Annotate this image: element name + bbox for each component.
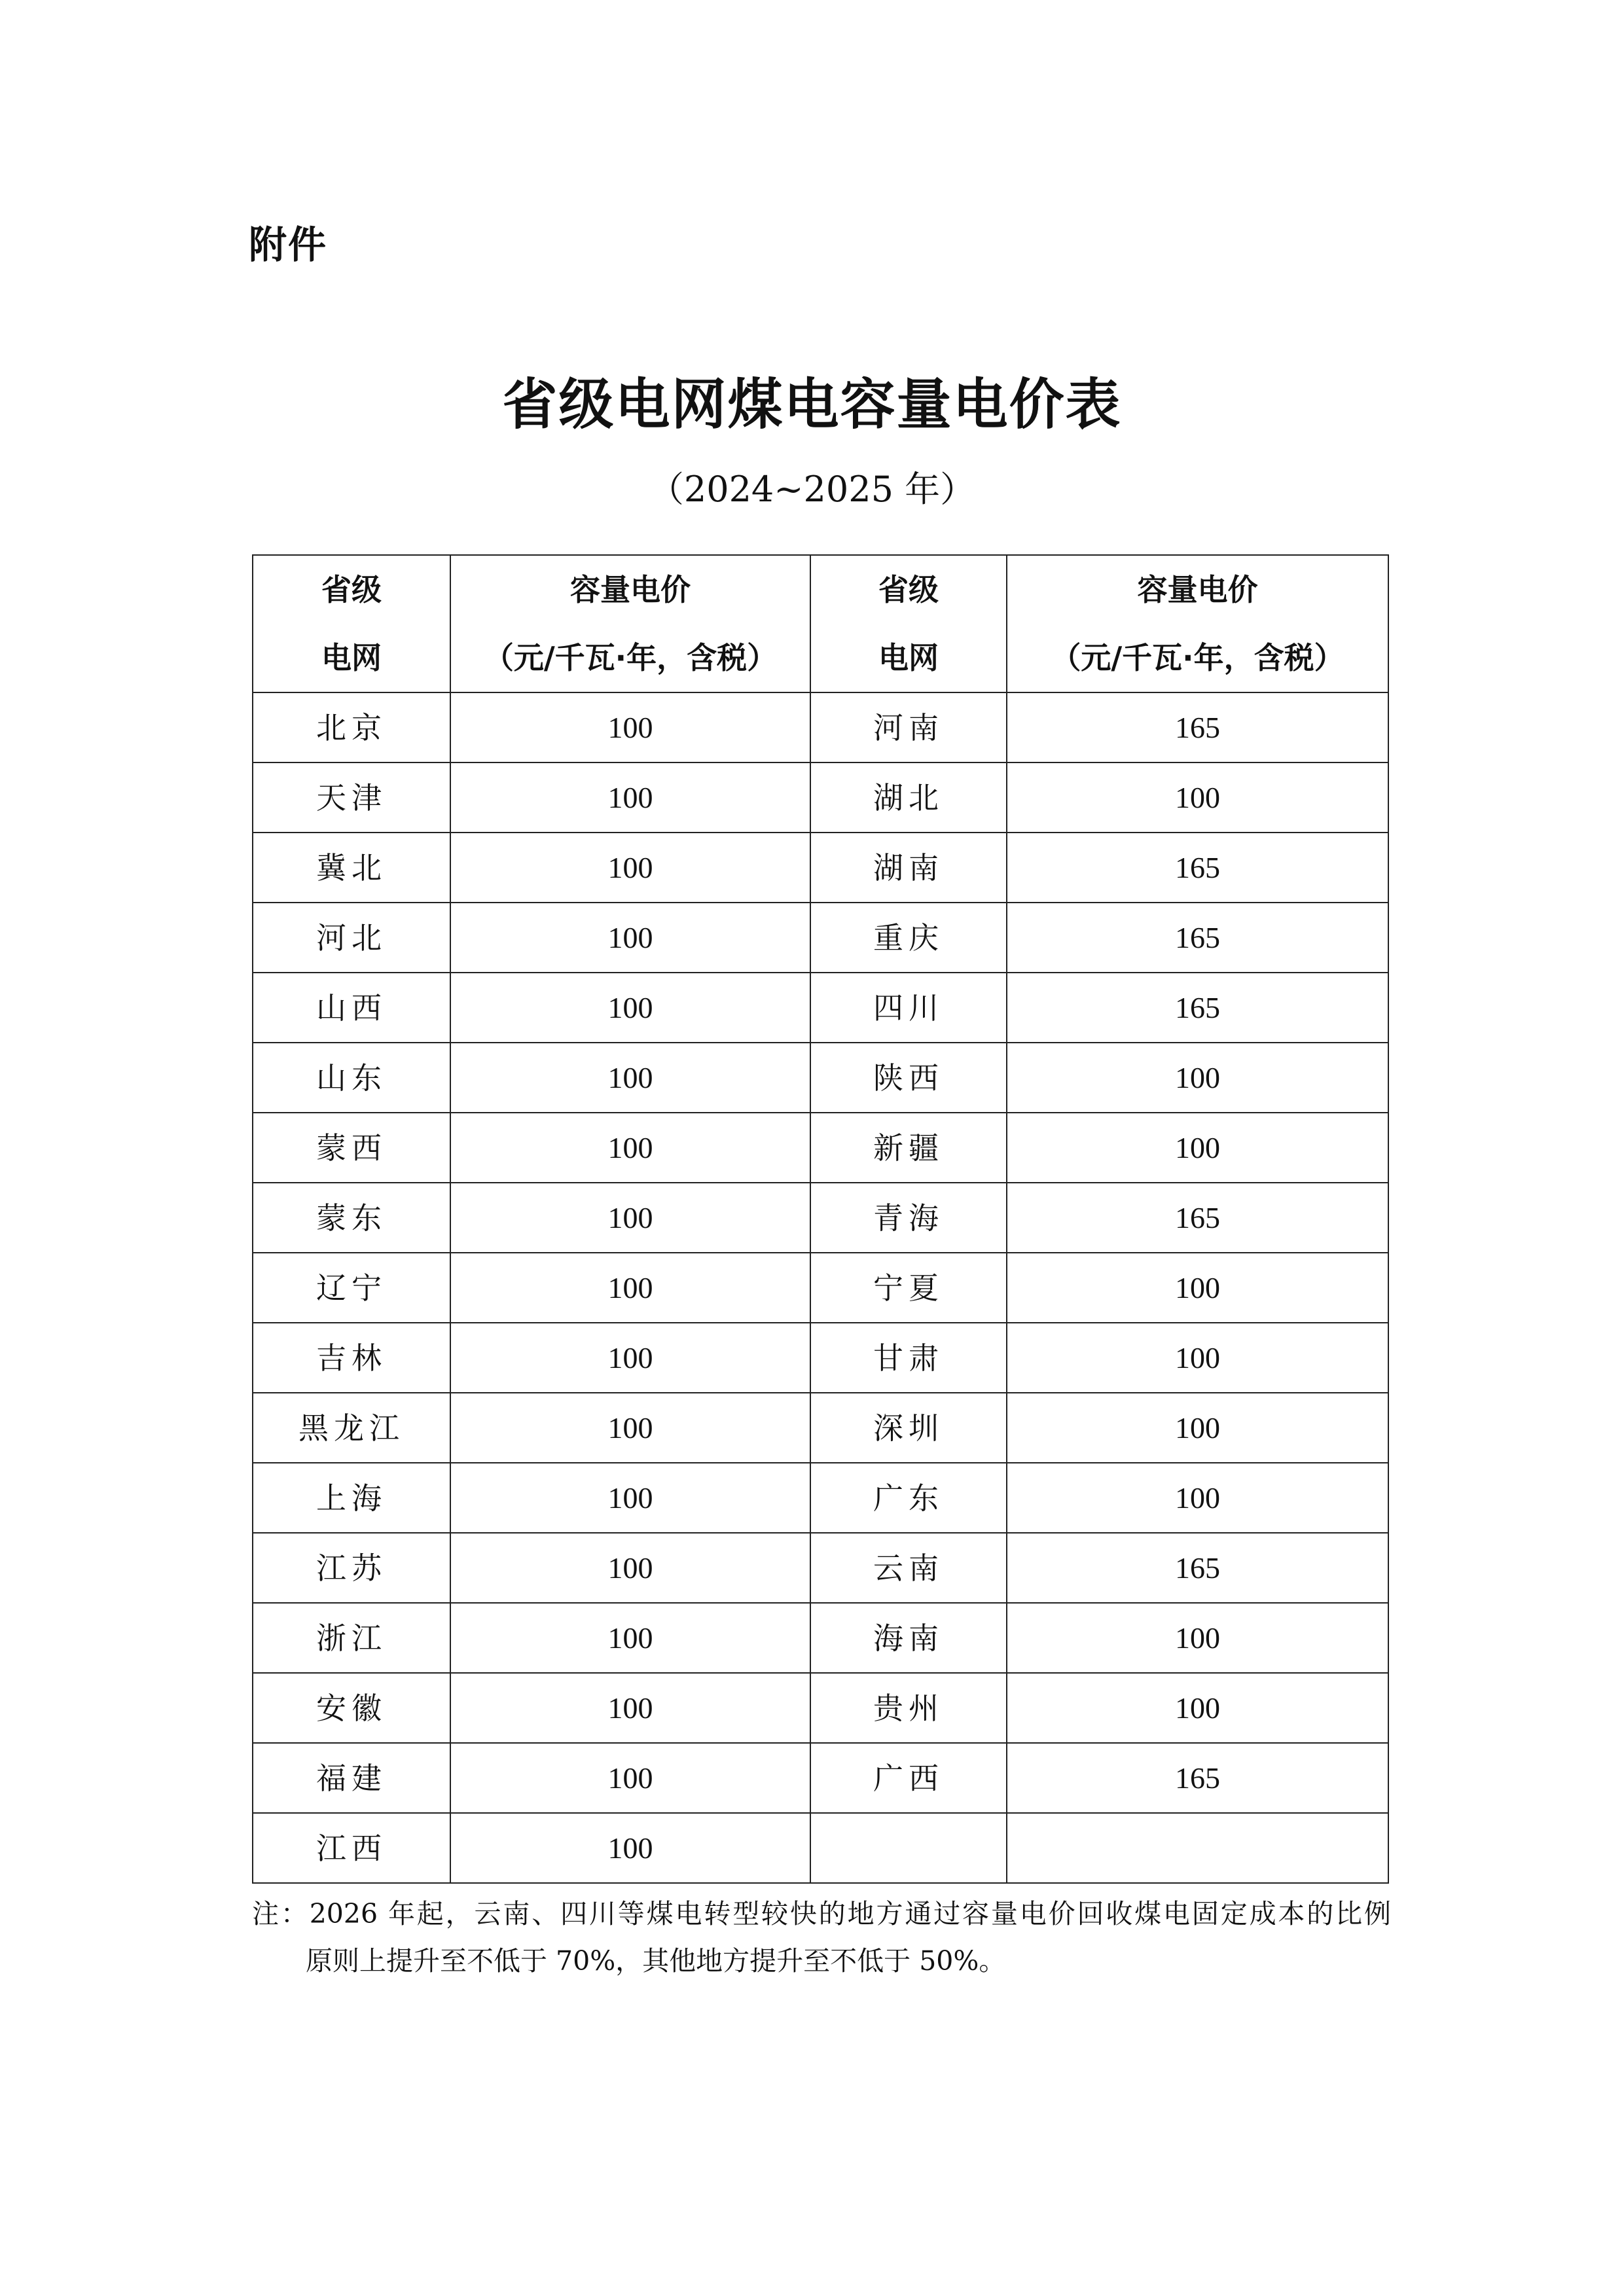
cell-left-province: 福建 (253, 1743, 450, 1813)
cell-right-province: 新疆 (810, 1113, 1007, 1183)
cell-right-province: 青海 (810, 1183, 1007, 1253)
cell-right-province: 四川 (810, 973, 1007, 1043)
cell-right-province: 贵州 (810, 1673, 1007, 1743)
cell-right-price: 165 (1007, 1743, 1388, 1813)
footnote (252, 1890, 1391, 1984)
table-row (253, 1603, 1388, 1673)
page-subtitle: （2024~2025 年） (648, 469, 976, 510)
cell-left-province: 蒙东 (253, 1183, 450, 1253)
cell-right-province: 宁夏 (810, 1253, 1007, 1323)
cell-right-province: 广西 (810, 1743, 1007, 1813)
header-price-line2: （元/千瓦·年，含税） (1051, 640, 1344, 675)
table-row (253, 833, 1388, 903)
cell-right-price: 100 (1007, 1113, 1388, 1183)
table-row (253, 1183, 1388, 1253)
cell-left-price: 100 (450, 1603, 810, 1673)
table-row (253, 1533, 1388, 1603)
footnote-line2: 原则上提升至不低于 70%，其他地方提升至不低于 50%。 (306, 1945, 1006, 1977)
header-price-left (450, 555, 810, 692)
table-row (253, 1393, 1388, 1463)
cell-right-province: 湖南 (810, 833, 1007, 903)
table-header-row (253, 555, 1388, 692)
table-row (253, 1323, 1388, 1393)
capacity-price-table (252, 554, 1389, 1884)
table-row (253, 973, 1388, 1043)
cell-right-price: 165 (1007, 903, 1388, 973)
table-row (253, 692, 1388, 762)
cell-left-price: 100 (450, 1253, 810, 1323)
cell-right-province: 陕西 (810, 1043, 1007, 1113)
cell-left-province: 蒙西 (253, 1113, 450, 1183)
cell-left-province: 天津 (253, 762, 450, 833)
header-price-right (1007, 555, 1388, 692)
cell-left-price: 100 (450, 973, 810, 1043)
cell-left-province: 辽宁 (253, 1253, 450, 1323)
cell-left-price: 100 (450, 1743, 810, 1813)
table-row (253, 1113, 1388, 1183)
cell-right-price: 100 (1007, 762, 1388, 833)
cell-right-province: 河南 (810, 692, 1007, 762)
header-province-line1: 省级 (321, 572, 382, 607)
header-province-line1: 省级 (878, 572, 939, 607)
cell-right-price: 100 (1007, 1393, 1388, 1463)
cell-left-price: 100 (450, 1323, 810, 1393)
cell-left-price: 100 (450, 762, 810, 833)
cell-right-price: 165 (1007, 973, 1388, 1043)
cell-right-price: 165 (1007, 1533, 1388, 1603)
header-province-right (810, 555, 1007, 692)
cell-left-province: 浙江 (253, 1603, 450, 1673)
table-body (253, 692, 1388, 1883)
cell-left-price: 100 (450, 1813, 810, 1883)
cell-left-province: 山西 (253, 973, 450, 1043)
footnote-line1: 注：2026 年起，云南、四川等煤电转型较快的地方通过容量电价回收煤电固定成本的比例 (252, 1898, 1391, 1929)
cell-left-province: 吉林 (253, 1323, 450, 1393)
cell-left-province: 黑龙江 (253, 1393, 450, 1463)
cell-left-province: 江苏 (253, 1533, 450, 1603)
header-price-line2: （元/千瓦·年，含税） (483, 640, 778, 675)
cell-right-price: 100 (1007, 1253, 1388, 1323)
header-province-left (253, 555, 450, 692)
cell-left-province: 安徽 (253, 1673, 450, 1743)
cell-left-province: 上海 (253, 1463, 450, 1533)
header-province-line2: 电网 (321, 640, 382, 675)
cell-right-price: 100 (1007, 1043, 1388, 1113)
table-row (253, 1253, 1388, 1323)
header-price-line1: 容量电价 (570, 572, 691, 607)
cell-right-price: 100 (1007, 1463, 1388, 1533)
cell-right-price: 100 (1007, 1603, 1388, 1673)
table-row (253, 1043, 1388, 1113)
cell-left-price: 100 (450, 833, 810, 903)
cell-right-province: 重庆 (810, 903, 1007, 973)
table-row (253, 1673, 1388, 1743)
cell-left-province: 江西 (253, 1813, 450, 1883)
cell-right-price: 165 (1007, 833, 1388, 903)
cell-left-province: 北京 (253, 692, 450, 762)
table-row (253, 1743, 1388, 1813)
table-row (253, 762, 1388, 833)
cell-right-province: 甘肃 (810, 1323, 1007, 1393)
cell-right-province: 云南 (810, 1533, 1007, 1603)
header-province-line2: 电网 (878, 640, 939, 675)
cell-right-price: 165 (1007, 1183, 1388, 1253)
cell-right-province: 湖北 (810, 762, 1007, 833)
cell-right-province: 深圳 (810, 1393, 1007, 1463)
cell-left-price: 100 (450, 1463, 810, 1533)
table-row (253, 1813, 1388, 1883)
cell-left-price: 100 (450, 1673, 810, 1743)
cell-left-province: 河北 (253, 903, 450, 973)
cell-right-price (1007, 1813, 1388, 1883)
cell-right-province: 海南 (810, 1603, 1007, 1673)
cell-right-price: 100 (1007, 1673, 1388, 1743)
cell-left-price: 100 (450, 1183, 810, 1253)
cell-right-price: 165 (1007, 692, 1388, 762)
page-title: 省级电网煤电容量电价表 (502, 372, 1122, 437)
cell-left-province: 山东 (253, 1043, 450, 1113)
attachment-label: 附件 (249, 223, 328, 267)
cell-left-price: 100 (450, 1393, 810, 1463)
cell-left-price: 100 (450, 903, 810, 973)
cell-left-price: 100 (450, 1533, 810, 1603)
cell-left-price: 100 (450, 1043, 810, 1113)
cell-right-province: 广东 (810, 1463, 1007, 1533)
table-row (253, 1463, 1388, 1533)
cell-right-province (810, 1813, 1007, 1883)
table-row (253, 903, 1388, 973)
cell-left-province: 冀北 (253, 833, 450, 903)
cell-left-price: 100 (450, 1113, 810, 1183)
cell-left-price: 100 (450, 692, 810, 762)
cell-right-price: 100 (1007, 1323, 1388, 1393)
header-price-line1: 容量电价 (1137, 572, 1258, 607)
